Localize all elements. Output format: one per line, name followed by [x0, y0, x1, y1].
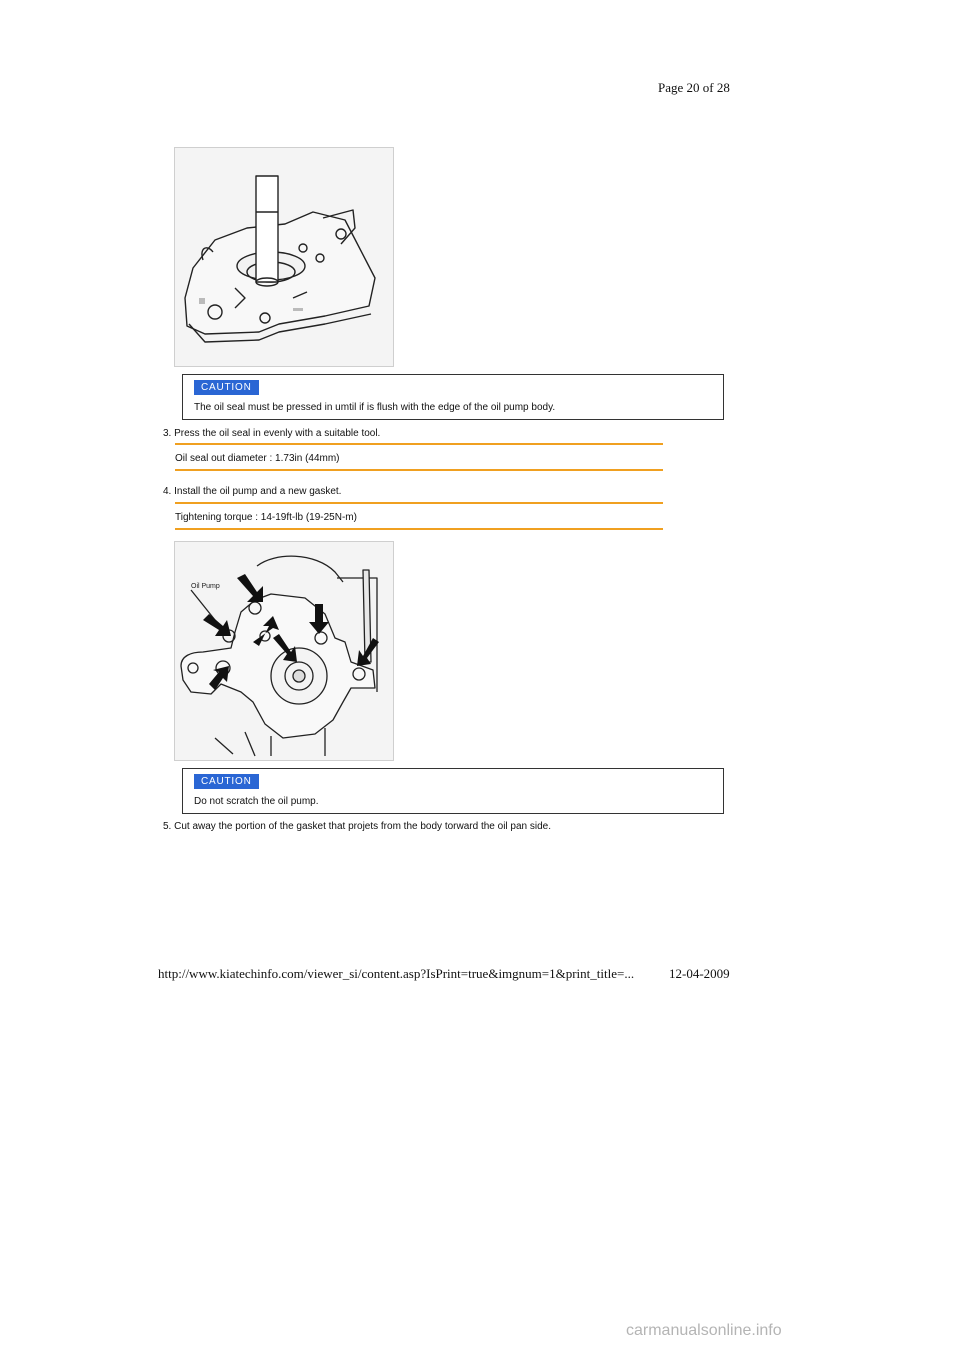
spec-rule-top — [175, 443, 663, 445]
figure-oil-seal-press — [174, 147, 394, 367]
step-4: 4. Install the oil pump and a new gasket. — [163, 486, 342, 497]
step-3: 3. Press the oil seal in evenly with a suitable tool. — [163, 428, 381, 439]
caution-badge: CAUTION — [194, 774, 259, 789]
caution-box-1 — [182, 374, 724, 420]
oil-seal-press-illustration — [175, 148, 393, 366]
caution-text: Do not scratch the oil pump. — [194, 796, 319, 807]
spec-rule-top — [175, 502, 663, 504]
oil-pump-label: Oil Pump — [191, 583, 220, 590]
figure-oil-pump-install — [174, 541, 394, 761]
caution-badge: CAUTION — [194, 380, 259, 395]
spec-tightening-torque: Tightening torque : 14-19ft-lb (19-25N-m) — [175, 512, 357, 523]
oil-pump-illustration — [175, 542, 393, 760]
spec-rule-bottom — [175, 528, 663, 530]
footer-url: http://www.kiatechinfo.com/viewer_si/content.asp?IsPrint=true&imgnum=1&print_title=... — [158, 966, 635, 981]
footer-date: 12-04-2009 — [669, 966, 730, 981]
page-number: Page 20 of 28 — [658, 80, 730, 95]
step-5: 5. Cut away the portion of the gasket that projets from the body torward the oil pan side. — [163, 821, 551, 832]
watermark: carmanualsonline.info — [626, 1322, 782, 1339]
spec-oil-seal-diameter: Oil seal out diameter : 1.73in (44mm) — [175, 453, 340, 464]
spec-rule-bottom — [175, 469, 663, 471]
caution-box-2 — [182, 768, 724, 814]
caution-text: The oil seal must be pressed in umtil if is flush with the edge of the oil pump body. — [194, 402, 556, 413]
